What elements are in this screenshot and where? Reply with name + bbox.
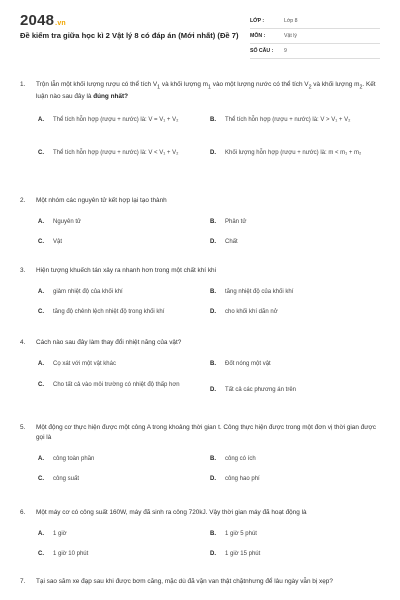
question-stem [20,577,380,587]
site-logo[interactable] [20,12,66,29]
option-letter: C. [38,150,44,157]
exam-meta-panel [250,14,380,59]
option-text: tăng độ chênh lệch nhiệt độ trong khối khí [53,309,165,315]
question-number: 3. [20,267,26,274]
option-letter: C. [38,476,44,482]
option-letter: C. [38,239,44,245]
logo-tld: .vn [55,20,66,27]
option-letter: B. [210,219,216,225]
option-letter: A. [38,117,44,124]
option-text: Thể tích hỗn hợp (rượu + nước) là: V = V₁ + V₂ [53,117,179,124]
question-1 [20,80,380,178]
option-d[interactable] [210,386,375,396]
logo-main: 2048 [20,12,55,29]
stem-subscript: 2 [359,84,363,91]
question-number: 5. [20,424,26,431]
option-a[interactable] [38,455,198,465]
option-b[interactable] [210,288,375,298]
question-text: Cách nào sau đây làm thay đổi nhiệt năng của vật? [36,339,182,346]
option-text: Cho tất cả vào môi trường có nhiệt độ thấp hơn [53,382,180,388]
option-letter: A. [38,531,44,537]
meta-label: LỚP : [250,18,265,24]
option-letter: C. [38,382,44,388]
meta-value: Lớp 8 [284,18,298,24]
option-letter: A. [38,361,44,367]
option-b[interactable] [210,530,375,540]
meta-label: SỐ CÂU : [250,48,274,54]
question-3 [20,266,380,322]
option-a[interactable] [38,530,198,540]
stem-part: và khối lượng m [160,81,209,88]
question-text: Một nhóm các nguyên tử kết hợp lại tạo thành [36,197,167,204]
meta-value: Vật lý [284,33,297,39]
option-a[interactable] [38,360,198,370]
option-text: Tất cả các phương án trên [225,387,296,393]
option-letter: B. [210,289,216,295]
option-c[interactable] [38,550,198,560]
option-d[interactable] [210,308,375,318]
meta-value: 9 [284,48,287,54]
question-6 [20,508,380,564]
option-text: 1 giờ 5 phút [225,531,257,537]
question-text: Hiện tượng khuếch tán xảy ra nhanh hơn trong một chất khí khi [36,267,216,274]
stem-part: . Kết luận nào sau đây là [36,81,376,101]
question-text: Tại sao săm xe đạp sau khi được bơm căng, mặc dù đã vặn van thật chặtnhưng để lâu ngày vẫn bị xẹp? [36,578,333,585]
options [20,354,380,409]
option-c[interactable] [38,475,198,485]
option-text: Phân tử [225,219,247,225]
option-text: công hao phí [225,476,260,482]
option-d[interactable] [210,238,375,248]
question-stem [20,338,380,348]
option-letter: D. [210,239,216,245]
option-letter: A. [38,219,44,225]
meta-row-subject [250,29,380,44]
exam-header [0,0,400,64]
option-text: Khối lượng hỗn hợp (rượu + nước) là: m < m₁ + m₂ [225,150,362,157]
option-letter: C. [38,309,44,315]
option-c[interactable] [38,381,198,391]
option-a[interactable] [38,288,198,298]
option-letter: D. [210,476,216,482]
meta-label: MÔN : [250,33,266,39]
options [20,212,380,252]
option-letter: D. [210,387,216,393]
option-text: Nguyên tử [53,219,82,225]
option-text: công toàn phần [53,456,95,462]
meta-row-class [250,14,380,29]
option-b[interactable] [210,218,375,228]
stem-part: và khối lượng m [311,81,360,88]
option-text: Thể tích hỗn hợp (rượu + nước) là: V > V₁ + V₂ [225,117,351,124]
option-text: công suất [53,476,80,482]
stem-part: Trộn lẫn một khối lượng rượu có thể tích V [36,81,158,88]
option-letter: D. [210,551,216,557]
option-letter: D. [210,150,216,157]
question-stem [20,508,380,518]
option-text: 1 giờ 10 phút [53,551,89,557]
options [20,282,380,322]
question-stem [20,80,380,102]
question-stem [20,196,380,206]
option-text: Chất [225,239,238,245]
option-text: Đốt nóng một vật [225,361,271,367]
question-number: 4. [20,339,26,346]
option-d[interactable] [210,475,375,485]
option-a[interactable] [38,116,198,126]
question-text: Một động cơ thực hiện được một công A trong khoảng thời gian t. Công thực hiện được trong một đơn vị thời gian được gọi là [36,424,376,441]
option-text: Vật [53,239,63,245]
stem-subscript: 1 [208,84,211,91]
question-5 [20,423,380,489]
question-number: 1. [20,81,26,88]
option-letter: B. [210,117,216,124]
option-letter: B. [210,456,216,462]
stem-subscript: 2 [308,84,312,91]
option-text: cho khối khí dãn nở [225,309,278,315]
question-2 [20,196,380,252]
meta-row-count [250,44,380,59]
option-text: 1 giờ 15 phút [225,551,261,557]
option-c[interactable] [38,308,198,318]
option-b[interactable] [210,455,375,465]
question-text: Một máy cơ có công suất 160W, máy đã sinh ra công 720kJ. Vậy thời gian máy đã hoạt động là [36,509,307,516]
option-c[interactable] [38,149,198,159]
option-text: giảm nhiệt độ của khối khí [53,289,123,295]
option-d[interactable] [210,149,375,159]
option-b[interactable] [210,116,375,126]
question-4 [20,338,380,409]
stem-part: vào một lượng nước có thể tích V [210,81,309,88]
options [20,449,380,489]
option-letter: B. [210,361,216,367]
option-letter: C. [38,551,44,557]
stem-subscript: 1 [157,84,161,91]
option-d[interactable] [210,550,375,560]
option-letter: A. [38,289,44,295]
question-7 [20,577,380,587]
option-text: Cọ xát với một vật khác [53,361,116,367]
question-stem [20,266,380,276]
question-number: 6. [20,509,26,516]
option-letter: D. [210,309,216,315]
option-a[interactable] [38,218,198,228]
question-text [36,80,380,102]
question-number: 2. [20,197,26,204]
options [20,524,380,564]
exam-title: Đề kiểm tra giữa học kì 2 Vật lý 8 có đáp án (Mới nhất) (Đề 7) [20,31,239,40]
question-stem [20,423,380,443]
option-text: Thể tích hỗn hợp (rượu + nước) là: V < V₁ + V₂ [53,150,179,157]
option-c[interactable] [38,238,198,248]
question-number: 7. [20,578,26,585]
options [20,108,380,178]
stem-emphasis: đúng nhất? [93,93,129,101]
option-letter: B. [210,531,216,537]
option-letter: A. [38,456,44,462]
option-text: 1 giờ [53,531,67,537]
option-b[interactable] [210,360,375,370]
option-text: công có ích [225,456,256,462]
option-text: tăng nhiệt độ của khối khí [225,289,294,295]
